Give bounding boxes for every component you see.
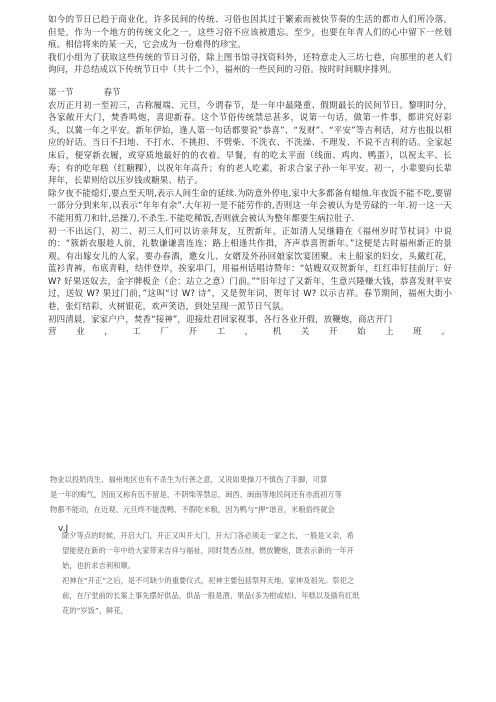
main-text [48,14,452,339]
intro-paragraph-1: 如今的节日已趋于商业化，许多民间的传统、习俗也因其过于繁索而被快节奏的生活的都市人们所冷落。但是，作为一个地方的传统文化之一，这些习俗不应该被遗忘。至少，也要在年青人们的心中留下一丝划痕。相信将来的某一天，它会成为一份难得的珍宝。 [48,15,452,51]
section-heading [48,87,452,100]
scan2-line: 望能使在新的一年中给大家带来吉祥与福祉，同时焚香点烛，燃放鞭炮，既表示新的一年开 [62,546,354,555]
scan2-line: 祀神在“开正”之后，是不可缺少的重要仪式，祀神主要包括祭拜天地、家神及祖先。祭祀之 [62,576,355,585]
section-title: 春节 [103,87,121,98]
scanned-text-block-2 [62,528,450,618]
body-paragraph-2: 除夕夜不能熄灯,要点至天明,表示人间生命的延续.为防意外停电,家中大多都备有蜡烛.年夜饭不能不吃,要留一部分分到来年,以表示“年年有余”.大年初一是不能劳作的,否则这一年会被认为是劳碌的一年.初一这一天不能用剪刀和针,忌操刀,不杀生.不能吃稀饭,否则就会被认为整年都要生病拉肚子. [48,188,452,224]
scanned-text-block-1 [50,472,450,517]
intro-paragraph-2: 我们小组为了获取这些传统的节日习俗，除上图书馆寻找资料外，还特意走入三坊七巷，向那里的老人们询问，并总结成以下传统节日中（共十二个），福州的一些民间的习俗。按时时间顺序排列。 [48,52,452,76]
body-paragraph-4-end: 营业，工厂开工，机关开始上班。 [48,327,452,338]
body-paragraph-1: 农历正月初一至初三，古称履端、元旦，今谓春节，是一年中最隆重、假期最长的民间节日。黎明时分，各家敞开大门，焚香鸣炮，喜迎新春。这个节俗传统禁忌甚多，说第一句话，做第一件事，都讲究好彩头，以冀一年之平安。新年伊始，逢人第一句话都要说“恭喜”、“发财”、“平安”等吉利话，对方也报以相应的好话。当日不扫地、不打水、不挑担、不劈柴、不洗衣、不洗澡、不理发、不说不吉利的话。全家起床后，便穿新衣履，或穿质地最好的的衣着。早餐，有的吃太平面（线面、鸡肉、鸭蛋），以祝太平、长寿；有的吃年糕（红糖粿），以祝年年高升；有的老人吃素，祈求合家子孙一年平安。初一，小辈要向长辈拜年，长辈则给以压岁钱或糖果、桔子。 [48,100,452,187]
scan1-line: 物业以投奶肉生、福州地区也有不杀生为行善之意，又说如果操刀不慎伤了手脚，可算 [50,475,328,484]
body-paragraph-3: 初一不出远门，初二、初三人们可以访亲拜友，互贺新年。正如清人吴继籍在《福州岁时节杖词》中说的：“簇新衣服趁人前，礼数谦谦喜连连；路上相逢共作揖，齐声恭喜贺新年。”这便是古时福州新正的景观。有出嫁女儿的人家，要办春酒，邀女儿、女婿及外孙回娘家饮宴团聚。未上船家的妇女，头戴红花，蓝衫青裤，布底青鞋，结伴登岸，挨家串门，用福州话唱诗赞年：“姑嫂双双贺新年，红红串钉挂前厅；好 W? 好果送奴去，金字牌板企（企：站立之意）门前。”“旧年过了又新年，生意兴隆赚大钱，恭喜发财平安过，送奴 W? 果过门前，”这叫“讨 W? 诗”，又是贺年词，贺年讨 W? 以示吉祥。春节期间，福州大街小巷，张灯结彩，火树银花，欢声笑语，到处呈现一派节日气氛。 [48,226,452,313]
scan1-line: 是一年的晦气，因而又称有伍不留是、不阴柴等禁忌，闽西、闽南等地民间还有亦流初万等 [50,490,342,499]
scan2-line: 前，在厅堂前的长案上事先摆好供品，供品一般是酒、果品(多为柑或桔)、年糕以及插有红纸 [62,591,360,600]
scan1-line: 物都不能动，在近观、元旦终不能泼鸭、不假吃米粮，因为鸭与“押”谐音，米粮俗终就会 [50,505,335,514]
scan2-line: 始，也折求吉利和顺。 [62,561,135,570]
section-number: 第一节 [48,87,74,98]
scan2-line: 除夕等点的时候，开启大门，开正又叫开大门，开大门各必须走一家之长，一般是父亲，希 [62,531,354,540]
scan2-line: 花的“岁饭”、鲜花， [62,606,128,615]
scan-mark: v.J [58,524,69,534]
body-paragraph-4: 初四清晨，家家户户，焚香“接神”，迎接灶君回家视事，各行各业开假，放鞭炮，商店开门 [48,314,393,325]
